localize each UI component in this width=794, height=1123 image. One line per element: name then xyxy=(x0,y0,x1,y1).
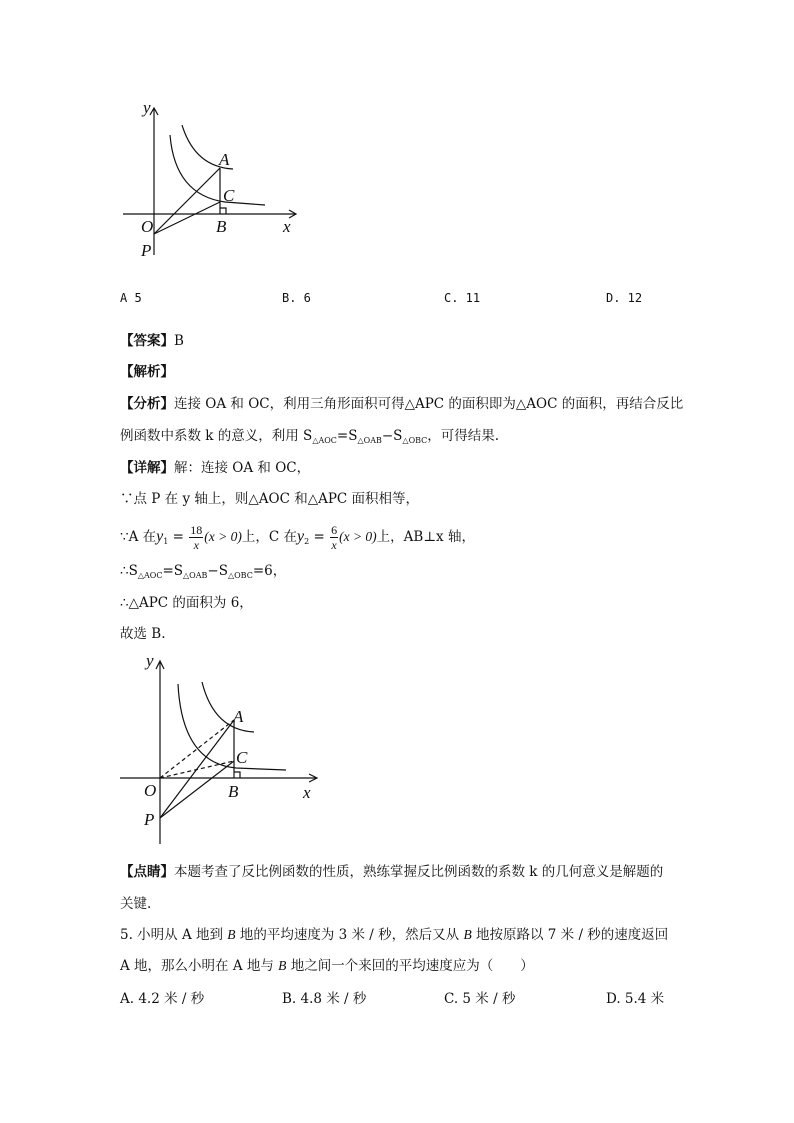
fenxi-sub-1: △AOC xyxy=(312,436,337,445)
fraction-18-over-x xyxy=(189,523,203,552)
detail-text-5: ∴△APC 的面积为 6， xyxy=(120,595,253,611)
q5-choice-c: C. 5 米 / 秒 xyxy=(444,991,516,1007)
right-angle-mark xyxy=(220,208,226,214)
detail-tag: 【详解】 xyxy=(120,460,174,476)
frac1-numerator: 18 xyxy=(190,523,203,537)
fenxi-text-1: 连接 OA 和 OC，利用三角形面积可得△APC 的面积即为△AOC 的面积，再结合反比 xyxy=(174,396,684,412)
detail-sub-2: △OAB xyxy=(183,571,208,580)
q5-choice-d: D. 5.4 米 xyxy=(606,991,665,1007)
q5-line-2 xyxy=(120,956,534,976)
segment-pc xyxy=(154,202,220,234)
label-b: B xyxy=(228,782,239,801)
label-x: x xyxy=(283,217,291,236)
detail-text-6: 故选 B. xyxy=(120,626,166,642)
figure-1 xyxy=(115,95,315,265)
condition-1: (x > 0) xyxy=(204,529,242,544)
detail-line-5 xyxy=(120,593,253,613)
detail-text-4c: −S xyxy=(207,563,228,579)
q5-b-3: B xyxy=(278,958,287,973)
detail-line-1 xyxy=(120,458,310,478)
answer-line xyxy=(120,331,184,351)
equals-1: = xyxy=(168,529,189,545)
q5-choice-a: A. 4.2 米 / 秒 xyxy=(120,991,205,1007)
fenxi-text-2d: ，可得结果. xyxy=(427,428,500,444)
label-o: O xyxy=(141,217,154,236)
label-a: A xyxy=(233,707,244,726)
dianjing-tag: 【点睛】 xyxy=(120,864,174,880)
detail-text-4b: =S xyxy=(162,563,184,579)
figure-2 xyxy=(118,648,328,848)
fenxi-text-2a: 例函数中系数 k 的意义，利用 S xyxy=(120,428,313,444)
detail-line-4 xyxy=(120,561,286,583)
detail-line-6 xyxy=(120,624,166,644)
label-x: x xyxy=(303,783,311,802)
fenxi-text-2b: =S xyxy=(336,428,358,444)
label-a: A xyxy=(219,150,230,169)
y2-subscript: 2 xyxy=(304,537,310,546)
fenxi-tag: 【分析】 xyxy=(120,396,174,412)
choice-a: A 5 xyxy=(120,291,142,305)
y1-symbol: y xyxy=(156,528,164,545)
fraction-6-over-x xyxy=(330,523,338,552)
choice-d: D. 12 xyxy=(606,291,643,305)
detail-text-4a: ∴S xyxy=(120,563,138,579)
q5-text-2a: A 地，那么小明在 A 地与 xyxy=(120,958,279,974)
detail-text-4d: =6， xyxy=(252,563,287,579)
detail-line-3 xyxy=(120,517,475,559)
q5-text-1a: 5. 小明从 A 地到 xyxy=(120,927,228,943)
dianjing-line-1 xyxy=(120,862,663,882)
label-c: C xyxy=(223,186,235,205)
equals-2: = xyxy=(309,529,330,545)
detail-sub-3: △OBC xyxy=(227,571,253,580)
label-b: B xyxy=(216,217,227,236)
detail-line-2 xyxy=(120,489,419,509)
y1-subscript: 1 xyxy=(163,537,169,546)
label-y: y xyxy=(143,98,151,117)
detail-text-3b: 上，C 在 xyxy=(241,529,297,545)
frac2-numerator: 6 xyxy=(331,523,338,537)
fenxi-text-2c: −S xyxy=(381,428,403,444)
dianjing-text-2: 关键. xyxy=(120,896,152,912)
analysis-heading xyxy=(120,362,174,382)
frac1-denominator: x xyxy=(193,538,199,552)
answer-value: B xyxy=(174,333,184,349)
label-o: O xyxy=(144,781,157,800)
dianjing-line-2 xyxy=(120,894,151,914)
answer-tag: 【答案】 xyxy=(120,333,174,349)
analysis-tag: 【解析】 xyxy=(120,364,174,380)
q5-line-1 xyxy=(120,925,668,945)
dianjing-text-1: 本题考查了反比例函数的性质，熟练掌握反比例函数的系数 k 的几何意义是解题的 xyxy=(174,864,664,880)
fenxi-sub-2: △OAB xyxy=(357,436,382,445)
q5-text-2b: 地之间一个来回的平均速度应为（ ） xyxy=(286,958,534,974)
q5-choice-b: B. 4.8 米 / 秒 xyxy=(282,991,367,1007)
choice-c: C. 11 xyxy=(444,291,481,305)
q5-b-2: B xyxy=(463,927,472,942)
y2-symbol: y xyxy=(296,528,305,545)
q5-b-1: B xyxy=(227,927,236,942)
label-p: P xyxy=(141,241,152,260)
detail-text-2: ∵点 P 在 y 轴上，则△AOC 和△APC 面积相等， xyxy=(120,491,420,507)
detail-text-1: 解：连接 OA 和 OC， xyxy=(174,460,311,476)
label-c: C xyxy=(236,748,248,767)
q5-text-1c: 地按原路以 7 米 / 秒的速度返回 xyxy=(471,927,669,943)
fenxi-line-2 xyxy=(120,426,499,448)
detail-text-3c: 上，AB⊥x 轴， xyxy=(376,529,475,545)
choice-b: B. 6 xyxy=(282,291,311,305)
label-y: y xyxy=(146,651,154,670)
label-p: P xyxy=(144,810,155,829)
segment-pa xyxy=(154,168,220,234)
right-angle-mark xyxy=(234,772,240,778)
fenxi-sub-3: △OBC xyxy=(402,436,428,445)
frac2-denominator: x xyxy=(331,538,337,552)
fenxi-line-1 xyxy=(120,394,683,414)
detail-sub-1: △AOC xyxy=(137,571,163,580)
detail-text-3a: ∵A 在 xyxy=(120,529,157,545)
condition-2: (x > 0) xyxy=(339,529,377,544)
q5-text-1b: 地的平均速度为 3 米 / 秒，然后又从 xyxy=(235,927,464,943)
